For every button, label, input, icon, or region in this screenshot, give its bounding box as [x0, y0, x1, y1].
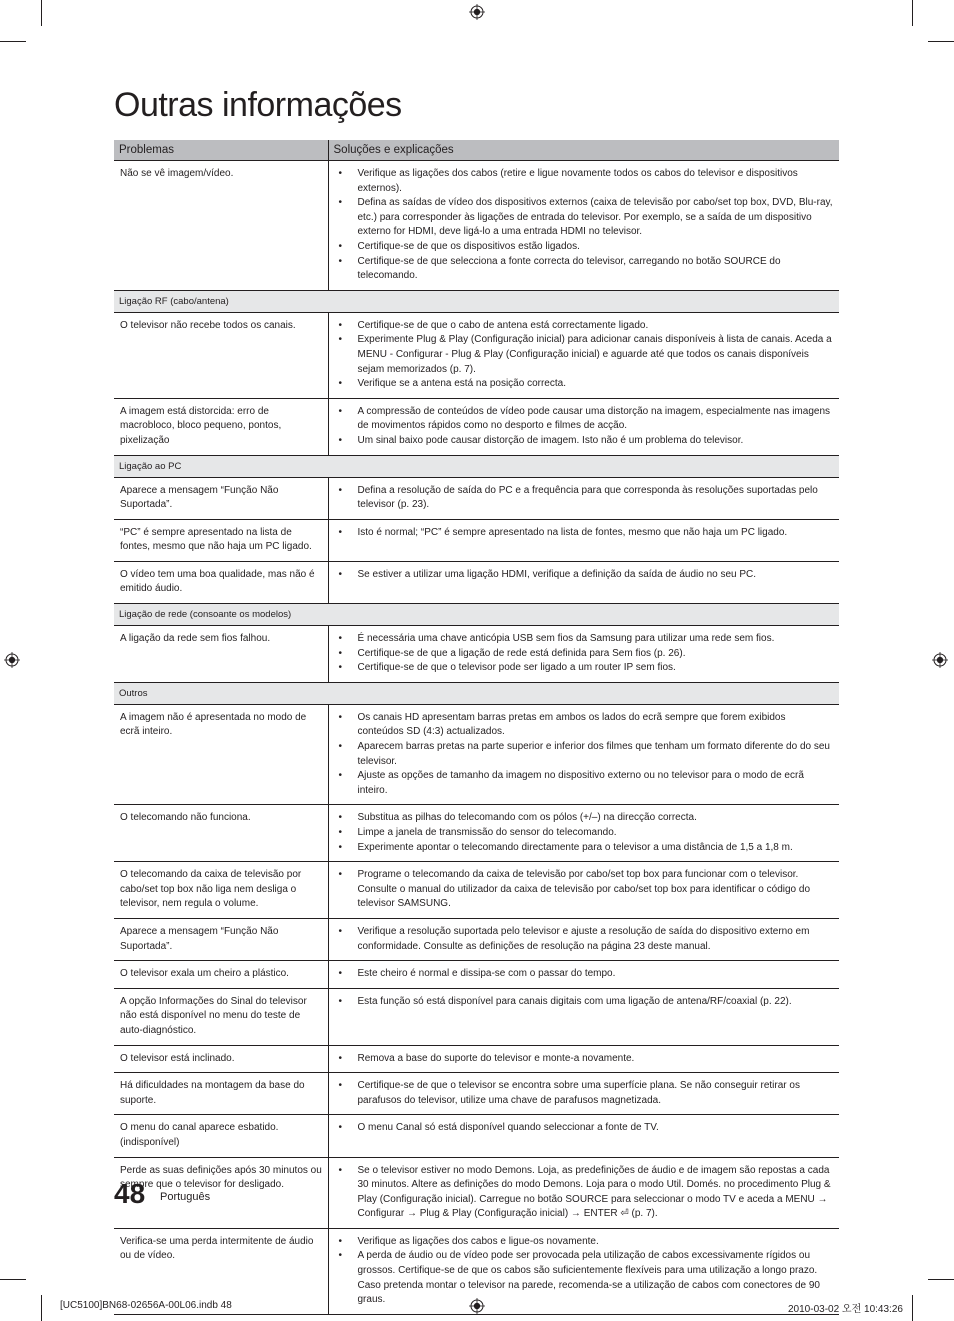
- solution-list: [333, 967, 834, 982]
- crop-mark: [912, 0, 913, 26]
- section-row: [114, 290, 839, 312]
- solution-item: • Remova a base do suporte do televisor e monte-a novamente.: [333, 1052, 834, 1067]
- crop-mark: [41, 1295, 42, 1321]
- solution-item: • Substitua as pilhas do telecomando com os pólos (+/–) na direcção correcta.: [333, 811, 834, 826]
- solution-item: • O menu Canal só está disponível quando seleccionar a fonte de TV.: [333, 1121, 834, 1136]
- solution-list: [333, 526, 834, 541]
- solution-list: [333, 1164, 834, 1222]
- solution-item: • Limpe a janela de transmissão do sensor do telecomando.: [333, 826, 834, 841]
- solution-list: [333, 632, 834, 676]
- section-label: Ligação de rede (consoante os modelos): [114, 604, 839, 626]
- solution-item: • Aparecem barras pretas na parte superior e inferior dos filmes que tenham um formato diferente do do seu televisor.: [333, 740, 834, 769]
- solution-cell: [328, 918, 839, 960]
- problem-cell: O vídeo tem uma boa qualidade, mas não é emitido áudio.: [114, 561, 328, 603]
- solution-cell: [328, 161, 839, 291]
- table-row: [114, 626, 839, 683]
- solution-item: • Experimente Plug & Play (Configuração inicial) para adicionar canais disponíveis à lista de canais. Aceda a MENU - Configurar - Plug & Play (Configuração inicial) e aguarde até que todos os canais disponíveis sejam memorizados (p. 7).: [333, 333, 834, 377]
- crop-mark: [0, 41, 26, 42]
- solution-item: • Este cheiro é normal e dissipa-se com o passar do tempo.: [333, 967, 834, 982]
- solution-list: [333, 925, 834, 954]
- solution-item: • Os canais HD apresentam barras pretas em ambos os lados do ecrã sempre que forem exibidos conteúdos SD (4:3) actualizados.: [333, 711, 834, 740]
- solution-list: [333, 405, 834, 449]
- table-body: [114, 161, 839, 1315]
- registration-mark-icon: [4, 652, 20, 668]
- solution-list: [333, 1079, 834, 1108]
- crop-mark: [928, 1279, 954, 1280]
- table-row: [114, 1045, 839, 1073]
- problem-cell: O menu do canal aparece esbatido. (indisponível): [114, 1115, 328, 1157]
- problem-cell: Há dificuldades na montagem da base do suporte.: [114, 1073, 328, 1115]
- column-header-problems: Problemas: [114, 140, 328, 161]
- solution-cell: [328, 312, 839, 398]
- solution-item: • Se o televisor estiver no modo Demons. Loja, as predefinições de áudio e de imagem são repostas a cada 30 minutos. Altere as definições do modo Demons. Loja para o modo Util. Domés. no procedimento Plug & Play (Configuração inicial). Carregue no botão SOURCE para seleccionar o modo TV e aceda a MENU → Configurar → Plug & Play (Configuração inicial) → ENTER ⏎ (p. 7).: [333, 1164, 834, 1222]
- solution-item: • Certifique-se de que os dispositivos estão ligados.: [333, 240, 834, 255]
- problem-cell: Verifica-se uma perda intermitente de áudio ou de vídeo.: [114, 1228, 328, 1314]
- solution-item: • Se estiver a utilizar uma ligação HDMI, verifique a definição da saída de áudio no seu PC.: [333, 568, 834, 583]
- solution-item: • Experimente apontar o telecomando directamente para o televisor a uma distância de 1,5 a 1,8 m.: [333, 841, 834, 856]
- solution-cell: [328, 1228, 839, 1314]
- solution-cell: [328, 519, 839, 561]
- problem-cell: A ligação da rede sem fios falhou.: [114, 626, 328, 683]
- solution-cell: [328, 477, 839, 519]
- problem-cell: Aparece a mensagem “Função Não Suportada”.: [114, 918, 328, 960]
- section-row: [114, 604, 839, 626]
- solution-item: • Certifique-se de que o cabo de antena está correctamente ligado.: [333, 319, 834, 334]
- solution-item: • A perda de áudio ou de vídeo pode ser provocada pela utilização de cabos excessivamente rígidos ou grossos. Certifique-se de que os cabos são suficientemente flexíveis para uma utilização a longo prazo. Caso pretenda montar o televisor na parede, recomenda-se a utilização de cabos com conectores de 90 graus.: [333, 1249, 834, 1307]
- solution-item: • É necessária uma chave anticópia USB sem fios da Samsung para utilizar uma rede sem fios.: [333, 632, 834, 647]
- table-row: [114, 561, 839, 603]
- solution-list: [333, 167, 834, 284]
- crop-mark: [0, 1279, 26, 1280]
- solution-list: [333, 868, 834, 912]
- table-row: [114, 519, 839, 561]
- problem-cell: Não se vê imagem/vídeo.: [114, 161, 328, 291]
- problem-cell: O telecomando não funciona.: [114, 805, 328, 862]
- problem-cell: A opção Informações do Sinal do televisor não está disponível no menu do teste de auto-diagnóstico.: [114, 988, 328, 1045]
- table-header-row: [114, 140, 839, 161]
- solution-item: • Ajuste as opções de tamanho da imagem no dispositivo externo ou no televisor para o modo de ecrã inteiro.: [333, 769, 834, 798]
- section-label: Outros: [114, 682, 839, 704]
- table-row: [114, 1073, 839, 1115]
- registration-mark-icon: [932, 652, 948, 668]
- page-number: 48: [114, 1178, 146, 1209]
- footer-file-info: [UC5100]BN68-02656A-00L06.indb 48: [60, 1300, 232, 1311]
- solution-list: [333, 1121, 834, 1136]
- page-language: Português: [160, 1191, 211, 1203]
- table-row: [114, 312, 839, 398]
- solution-cell: [328, 704, 839, 805]
- solution-item: • Defina as saídas de vídeo dos dispositivos externos (caixa de televisão por cabo/set top box, DVD, Blu-ray, etc.) para corresponder às ligações de entrada do televisor. Por exemplo, se a saída de um dispositivo externo for HDMI, deve ligá-lo a uma entrada HDMI no televisor.: [333, 196, 834, 240]
- solution-list: [333, 711, 834, 799]
- solution-list: [333, 995, 834, 1010]
- problem-cell: A imagem está distorcida: erro de macrobloco, bloco pequeno, pontos, pixelização: [114, 398, 328, 455]
- crop-mark: [41, 0, 42, 26]
- solution-cell: [328, 561, 839, 603]
- column-header-solutions: Soluções e explicações: [328, 140, 839, 161]
- solution-item: • Verifique a resolução suportada pelo televisor e ajuste a resolução de saída do dispositivo externo em conformidade. Consulte as definições de resolução na página 23 deste manual.: [333, 925, 834, 954]
- solution-item: • Verifique as ligações dos cabos (retire e ligue novamente todos os cabos do televisor e dispositivos externos).: [333, 167, 834, 196]
- table-row: [114, 704, 839, 805]
- solution-list: [333, 1235, 834, 1308]
- section-row: [114, 682, 839, 704]
- solution-cell: [328, 988, 839, 1045]
- solution-item: • Certifique-se de que selecciona a fonte correcta do televisor, carregando no botão SOURCE do telecomando.: [333, 255, 834, 284]
- solution-cell: [328, 961, 839, 989]
- solution-list: [333, 811, 834, 855]
- table-row: [114, 1115, 839, 1157]
- solution-item: • Programe o telecomando da caixa de televisão por cabo/set top box para funcionar com o televisor. Consulte o manual do utilizador da caixa de televisão por cabo/set top box para identificar o código do televisor SAMSUNG.: [333, 868, 834, 912]
- problem-cell: Perde as suas definições após 30 minutos ou sempre que o televisor for desligado.: [114, 1157, 328, 1228]
- problem-cell: O televisor exala um cheiro a plástico.: [114, 961, 328, 989]
- table-row: [114, 805, 839, 862]
- problem-cell: O telecomando da caixa de televisão por cabo/set top box não liga nem desliga o televisor, nem regula o volume.: [114, 862, 328, 919]
- section-row: [114, 455, 839, 477]
- solution-list: [333, 568, 834, 583]
- solution-list: [333, 319, 834, 392]
- problem-cell: A imagem não é apresentada no modo de ecrã inteiro.: [114, 704, 328, 805]
- solution-cell: [328, 1045, 839, 1073]
- page-title: Outras informações: [114, 86, 402, 124]
- section-label: Ligação RF (cabo/antena): [114, 290, 839, 312]
- section-label: Ligação ao PC: [114, 455, 839, 477]
- solution-list: [333, 484, 834, 513]
- solution-item: • Certifique-se de que a ligação de rede está definida para Sem fios (p. 26).: [333, 647, 834, 662]
- solution-item: • Isto é normal; “PC” é sempre apresentado na lista de fontes, mesmo que não haja um PC ligado.: [333, 526, 834, 541]
- solution-cell: [328, 1115, 839, 1157]
- table-row: [114, 1157, 839, 1228]
- problem-cell: Aparece a mensagem “Função Não Suportada”.: [114, 477, 328, 519]
- solution-cell: [328, 805, 839, 862]
- crop-mark: [928, 41, 954, 42]
- solution-item: • Esta função só está disponível para canais digitais com uma ligação de antena/RF/coaxial (p. 22).: [333, 995, 834, 1010]
- table-row: [114, 961, 839, 989]
- table-row: [114, 161, 839, 291]
- solution-item: • Certifique-se de que o televisor se encontra sobre uma superfície plana. Se não conseguir retirar os parafusos do televisor, utilize uma chave de parafusos magnetizada.: [333, 1079, 834, 1108]
- troubleshooting-table: [114, 140, 839, 1315]
- table-row: [114, 398, 839, 455]
- solution-item: • Um sinal baixo pode causar distorção de imagem. Isto não é um problema do televisor.: [333, 434, 834, 449]
- problem-cell: O televisor não recebe todos os canais.: [114, 312, 328, 398]
- solution-item: • A compressão de conteúdos de vídeo pode causar uma distorção na imagem, especialmente nas imagens de movimentos rápidos como no desporto e filmes de acção.: [333, 405, 834, 434]
- table-row: [114, 862, 839, 919]
- table-row: [114, 988, 839, 1045]
- solution-item: • Defina a resolução de saída do PC e a frequência para que corresponda às resoluções suportadas pelo televisor (p. 23).: [333, 484, 834, 513]
- solution-cell: [328, 626, 839, 683]
- solution-item: • Verifique as ligações dos cabos e ligue-os novamente.: [333, 1235, 834, 1250]
- solution-cell: [328, 1157, 839, 1228]
- registration-mark-icon: [469, 4, 485, 20]
- solution-cell: [328, 398, 839, 455]
- solution-item: • Verifique se a antena está na posição correcta.: [333, 377, 834, 392]
- solution-cell: [328, 862, 839, 919]
- problem-cell: “PC” é sempre apresentado na lista de fontes, mesmo que não haja um PC ligado.: [114, 519, 328, 561]
- table-row: [114, 918, 839, 960]
- footer-timestamp: 2010-03-02 오전 10:43:26: [788, 1304, 903, 1315]
- table-row: [114, 477, 839, 519]
- solution-cell: [328, 1073, 839, 1115]
- problem-cell: O televisor está inclinado.: [114, 1045, 328, 1073]
- solution-item: • Certifique-se de que o televisor pode ser ligado a um router IP sem fios.: [333, 661, 834, 676]
- solution-list: [333, 1052, 834, 1067]
- crop-mark: [912, 1295, 913, 1321]
